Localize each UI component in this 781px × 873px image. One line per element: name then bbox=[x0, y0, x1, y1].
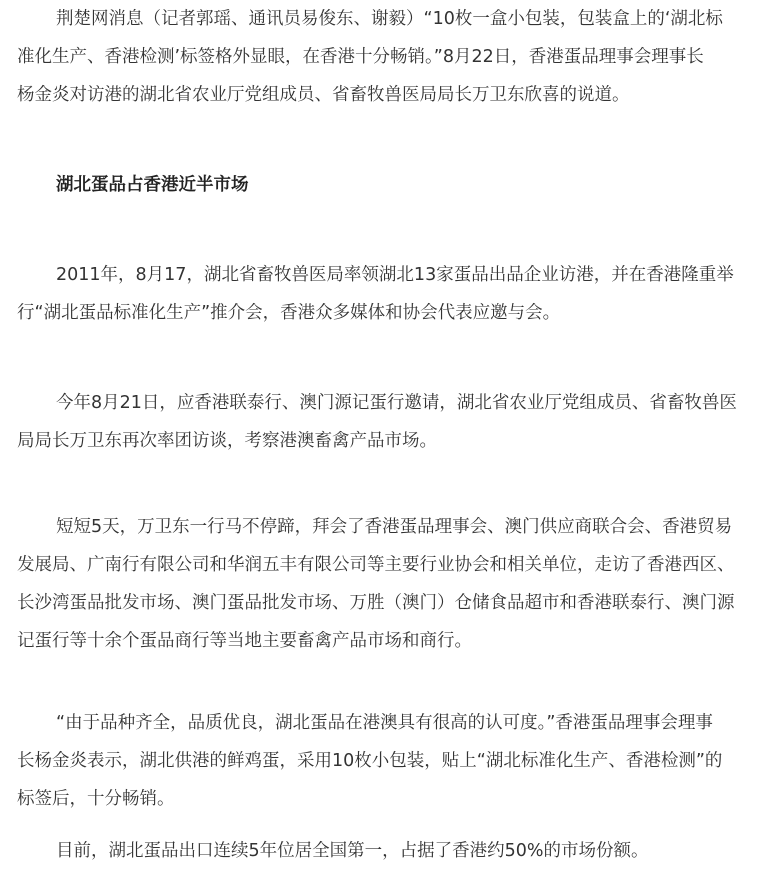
text-line: 准化生产、香港检测’标签格外显眼，在香港十分畅销。”8月22日，香港蛋品理事会理事长 bbox=[17, 47, 704, 67]
paragraph-2011-visit bbox=[17, 256, 734, 332]
section-heading-text: 湖北蛋品占香港近半市场 bbox=[56, 175, 249, 195]
text-line: 短短5天，万卫东一行马不停蹄，拜会了香港蛋品理事会、澳门供应商联合会、香港贸易 bbox=[56, 517, 733, 537]
text-line: 长杨金炎表示，湖北供港的鲜鸡蛋，采用10枚小包装，贴上“湖北标准化生产、香港检测”的 bbox=[17, 751, 723, 771]
text-line: 局局长万卫东再次率团访谈，考察港澳畜禽产品市场。 bbox=[17, 431, 437, 451]
paragraph-export-rank bbox=[17, 832, 649, 870]
text-line: “由于品种齐全，品质优良，湖北蛋品在港澳具有很高的认可度。”香港蛋品理事会理事 bbox=[56, 713, 713, 733]
text-line: 长沙湾蛋品批发市场、澳门蛋品批发市场、万胜（澳门）仓储食品超市和香港联泰行、澳门源 bbox=[17, 593, 735, 613]
paragraph-intro bbox=[17, 0, 723, 114]
text-line: 行“湖北蛋品标准化生产”推介会，香港众多媒体和协会代表应邀与会。 bbox=[17, 303, 561, 323]
text-line: 标签后，十分畅销。 bbox=[17, 789, 175, 809]
paragraph-five-days bbox=[17, 508, 735, 660]
text-line: 今年8月21日，应香港联泰行、澳门源记蛋行邀请，湖北省农业厅党组成员、省畜牧兽医 bbox=[56, 393, 737, 413]
text-line: 发展局、广南行有限公司和华润五丰有限公司等主要行业协会和相关单位，走访了香港西区、 bbox=[17, 555, 735, 575]
text-line: 记蛋行等十余个蛋品商行等当地主要畜禽产品市场和商行。 bbox=[17, 631, 472, 651]
text-line: 目前，湖北蛋品出口连续5年位居全国第一，占据了香港约50%的市场份额。 bbox=[56, 841, 649, 861]
paragraph-this-year-visit bbox=[17, 384, 737, 460]
text-line: 荆楚网消息（记者郭瑶、通讯员易俊东、谢毅）“10枚一盒小包装，包装盒上的‘湖北标 bbox=[56, 9, 723, 29]
text-line: 2011年，8月17，湖北省畜牧兽医局率领湖北13家蛋品出品企业访港，并在香港隆重举 bbox=[56, 265, 734, 285]
text-line: 杨金炎对访港的湖北省农业厅党组成员、省畜牧兽医局局长万卫东欣喜的说道。 bbox=[17, 85, 630, 105]
section-heading bbox=[17, 166, 249, 204]
paragraph-quote bbox=[17, 704, 722, 818]
